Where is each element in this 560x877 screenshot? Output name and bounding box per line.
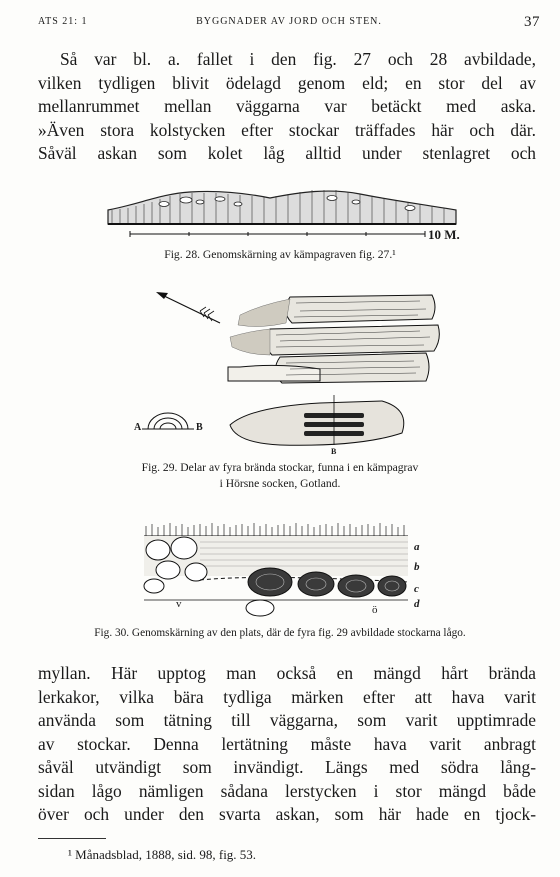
fig30-caption: Fig. 30. Genomskärning av den plats, där de fyra fig. 29 avbildade stockarna lågo. [94,627,466,639]
journal-reference: ATS 21: 1 [38,16,88,27]
fig28-scale-label: 10 M. [428,227,460,242]
fig30-label-c: c [414,583,419,595]
text-line: vilken tydligen blivit ödelagd genom eld; en stor del av [38,72,536,93]
footnote: ¹ Månadsblad, 1888, sid. 98, fig. 53. [68,847,257,862]
text-line: Så var bl. a. fallet i den fig. 27 och 28 avbildade, [60,49,536,69]
paragraph-top [38,48,536,166]
fig29-label-b: B [196,422,203,433]
fig29-label-a: A [134,422,142,433]
fig30-label-d: d [414,598,420,610]
page-number: 37 [524,14,540,30]
text-line: mellanrummet mellan väggarna var betäckt med aska. [38,96,536,116]
text-line: »Även stora kolstycken efter stockar träffades här och där. [38,119,536,140]
fig30-label-v: v [176,598,182,610]
text-line: såväl utvändigt som invändigt. Längs med södra lång- [38,757,536,777]
fig28-caption: Fig. 28. Genomskärning av kämpagraven fig. 27.¹ [164,248,396,261]
fig30-site-section-illustration [140,518,420,618]
fig29-caption [0,460,560,492]
fig30-label-a: a [414,541,420,553]
fig30-label-o: ö [372,604,378,616]
text-line: över och under den svarta askan, som här hade en tjock- [38,804,536,824]
text-line: Såväl askan som kolet låg alltid under stenlagret och [38,143,536,163]
text-line: sidan lågo nämligen sådana lerstycken i stor mängd både [38,780,536,801]
fig29-label-b2: B [331,447,337,456]
running-header [38,14,540,30]
text-line: använda som tätning till väggarna, som varit upptimrade [38,710,536,730]
text-line: myllan. Här upptog man också en mängd hårt brända [38,663,536,683]
fig29-burnt-logs-illustration [120,285,460,460]
text-line: lerkakor, vilka bära tydliga märken efter att hava varit [38,686,536,707]
fig28-cross-section-illustration [100,180,470,250]
footnote-rule [38,838,106,839]
text-line: av stockar. Denna lertätning måste hava varit anbragt [38,733,536,754]
paragraph-bottom [38,662,536,827]
fig30-label-b: b [414,561,420,573]
fig29-caption-line2: i Hörsne socken, Gotland. [219,477,341,490]
fig29-caption-line1: Fig. 29. Delar av fyra brända stockar, funna i en kämpagrav [141,461,419,474]
running-title: BYGGNADER AV JORD OCH STEN. [196,16,382,27]
